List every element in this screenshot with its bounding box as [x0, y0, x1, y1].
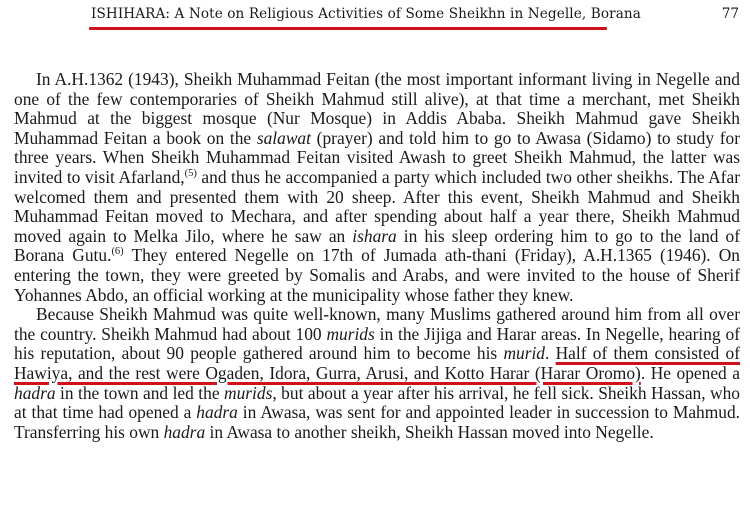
text-segment: in the town and led the: [55, 382, 225, 403]
italic-term: murids: [224, 382, 273, 403]
body-text: [14, 70, 740, 442]
page-header: [91, 6, 739, 30]
italic-term: murids: [326, 323, 375, 344]
text-segment: in his sleep ordering him to go to the land of Borana Gutu.: [14, 225, 741, 266]
title-underline-annotation: [89, 27, 607, 30]
italic-term: hadra: [14, 382, 56, 403]
text-segment: , but about a year after his arrival, he fell sick. Sheikh Hassan, who at that time had opened a: [14, 382, 740, 423]
text-segment: in the Jijiga and Harar areas. In Negelle, hearing of his reputation, about 90 people gathered around him to become his: [14, 323, 740, 364]
text-segment: and thus he accompanied a party which included two other sheikhs. The Afar welcomed them and presented them with 20 sheep. After this event, Sheikh Mahmud and Sheikh Muhammad Feitan moved to Mechara, and after spending about half a year there, Sheikh Mahmud moved again to Melka Jilo, where he saw an: [14, 166, 740, 246]
italic-term: murid: [503, 343, 545, 364]
italic-term: hadra: [163, 421, 206, 442]
paragraph-1: [14, 70, 740, 305]
italic-term: salawat: [256, 127, 311, 148]
underlined-highlight: Half of them consisted of Hawiya, and the rest were Ogaden, Idora, Gurra, Arusi, and Kotto Harar (Harar Oromo): [14, 343, 740, 383]
footnote-marker: (6): [111, 246, 124, 258]
text-segment: (prayer) and told him to go to Awasa (Sidamo) to study for three years. When Sheikh Muhammad Feitan visited Awash to greet Sheikh Mahmud, the latter was invited to visit Afarland,: [14, 127, 740, 187]
text-segment: They entered Negelle on 17th of Jumada ath-thani (Friday), A.H.1365 (1946). On entering the town, they were greeted by Somalis and Arabs, and were invited to the house of Sherif Yohannes Abdo, an official working at the municipality whose father they knew.: [14, 245, 740, 305]
text-segment: Because Sheikh Mahmud was quite well-known, many Muslims gathered around him from all over the country. Sheikh Mahmud had about 100: [14, 304, 740, 344]
italic-term: ishara: [352, 225, 397, 246]
text-segment: . He opened a: [640, 362, 741, 383]
text-segment: .: [545, 343, 556, 364]
page-number: 77: [721, 6, 739, 22]
text-segment: In A.H.1362 (1943), Sheikh Muhammad Feitan (the most important informant living in Negelle and one of the few contemporaries of Sheikh Mahmud still alive), at that time a merchant, met Sheikh Mahmud at the biggest mosque (Nur Mosque) in Addis Ababa. Sheikh Mahmud gave Sheikh Muhammad Feitan a book on the: [14, 69, 740, 148]
footnote-marker: (5): [184, 168, 197, 180]
paragraph-2: [14, 305, 740, 442]
running-title: ISHIHARA: A Note on Religious Activities of Some Sheikhn in Negelle, Borana: [91, 6, 641, 22]
italic-term: hadra: [196, 402, 238, 423]
text-segment: in Awasa to another sheikh, Sheikh Hassan moved into Negelle.: [205, 421, 654, 442]
text-segment: in Awasa, was sent for and appointed leader in succession to Mahmud. Transferring his own: [14, 402, 740, 442]
